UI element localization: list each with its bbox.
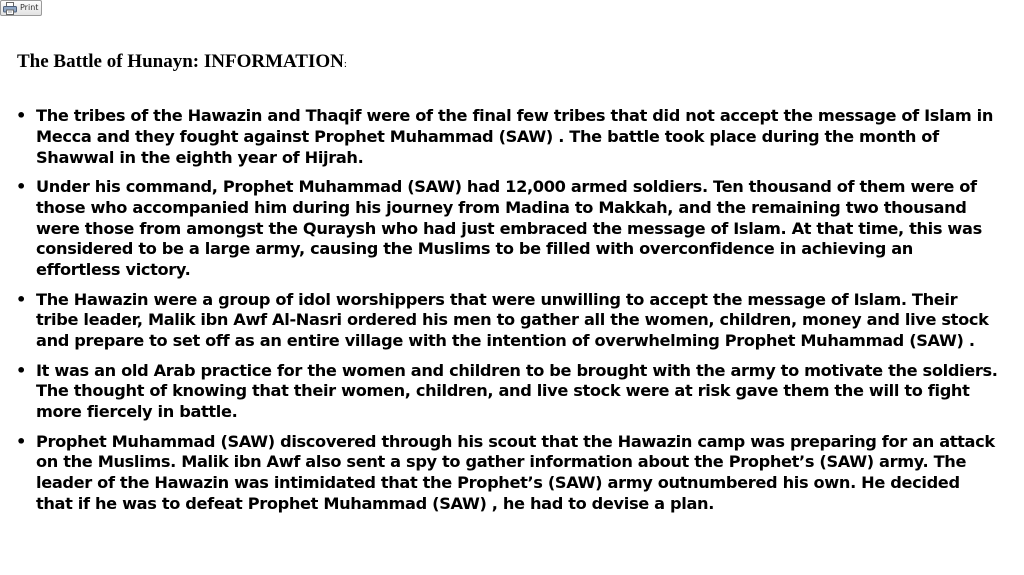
bullet-item xyxy=(16,106,998,168)
bullet-text: The tribes of the Hawazin and Thaqif were of the final few tribes that did not accept the message of Islam in Mecca and they fought against Prophet Muhammad (SAW) . The battle took place during the month of Shawwal in the eighth year of Hijrah. xyxy=(36,106,994,167)
print-button[interactable] xyxy=(0,0,42,16)
print-button-label: Print xyxy=(20,3,39,12)
bullet-marker: • xyxy=(16,360,26,380)
bullet-marker: • xyxy=(16,431,26,451)
bullet-text: Under his command, Prophet Muhammad (SAW) had 12,000 armed soldiers. Ten thousand of them were of those who accompanied him during his journey from Madina to Makkah, and the remaining two thousand were those from amongst the Quraysh who had just embraced the message of Islam. At that time, this was considered to be a large army, causing the Muslims to be filled with overconfidence in achieving an effortless victory. xyxy=(36,176,982,280)
bullet-list xyxy=(16,106,998,523)
bullet-text: The Hawazin were a group of idol worshippers that were unwilling to accept the message of Islam. Their tribe leader, Malik ibn Awf Al-Nasri ordered his men to gather all the women, children, money and live stock and prepare to set off as an entire village with the intention of overwhelming Prophet Muhammad (SAW) . xyxy=(36,289,989,351)
page-title-text: The Battle of Hunayn: INFORMATION xyxy=(17,51,344,72)
bullet-marker: • xyxy=(16,106,26,125)
page-title xyxy=(17,51,347,73)
bullet-marker: • xyxy=(16,176,26,196)
bullet-marker: • xyxy=(16,289,26,309)
bullet-item xyxy=(16,361,998,423)
printer-icon xyxy=(3,2,17,15)
bullet-item xyxy=(16,290,998,352)
bullet-text: It was an old Arab practice for the women and children to be brought with the army to motivate the soldiers. The thought of knowing that their women, children, and live stock were at risk gave them the will to fight more fiercely in battle. xyxy=(36,360,998,422)
bullet-item xyxy=(16,432,998,515)
page-title-colon: : xyxy=(343,58,347,70)
bullet-item xyxy=(16,177,998,281)
bullet-text: Prophet Muhammad (SAW) discovered through his scout that the Hawazin camp was preparing for an attack on the Muslims. Malik ibn Awf also sent a spy to gather information about the Prophet’s (SAW) army. The leader of the Hawazin was intimidated that the Prophet’s (SAW) army outnumbered his own. He decided that if he was to defeat Prophet Muhammad (SAW) , he had to devise a plan. xyxy=(36,431,995,513)
